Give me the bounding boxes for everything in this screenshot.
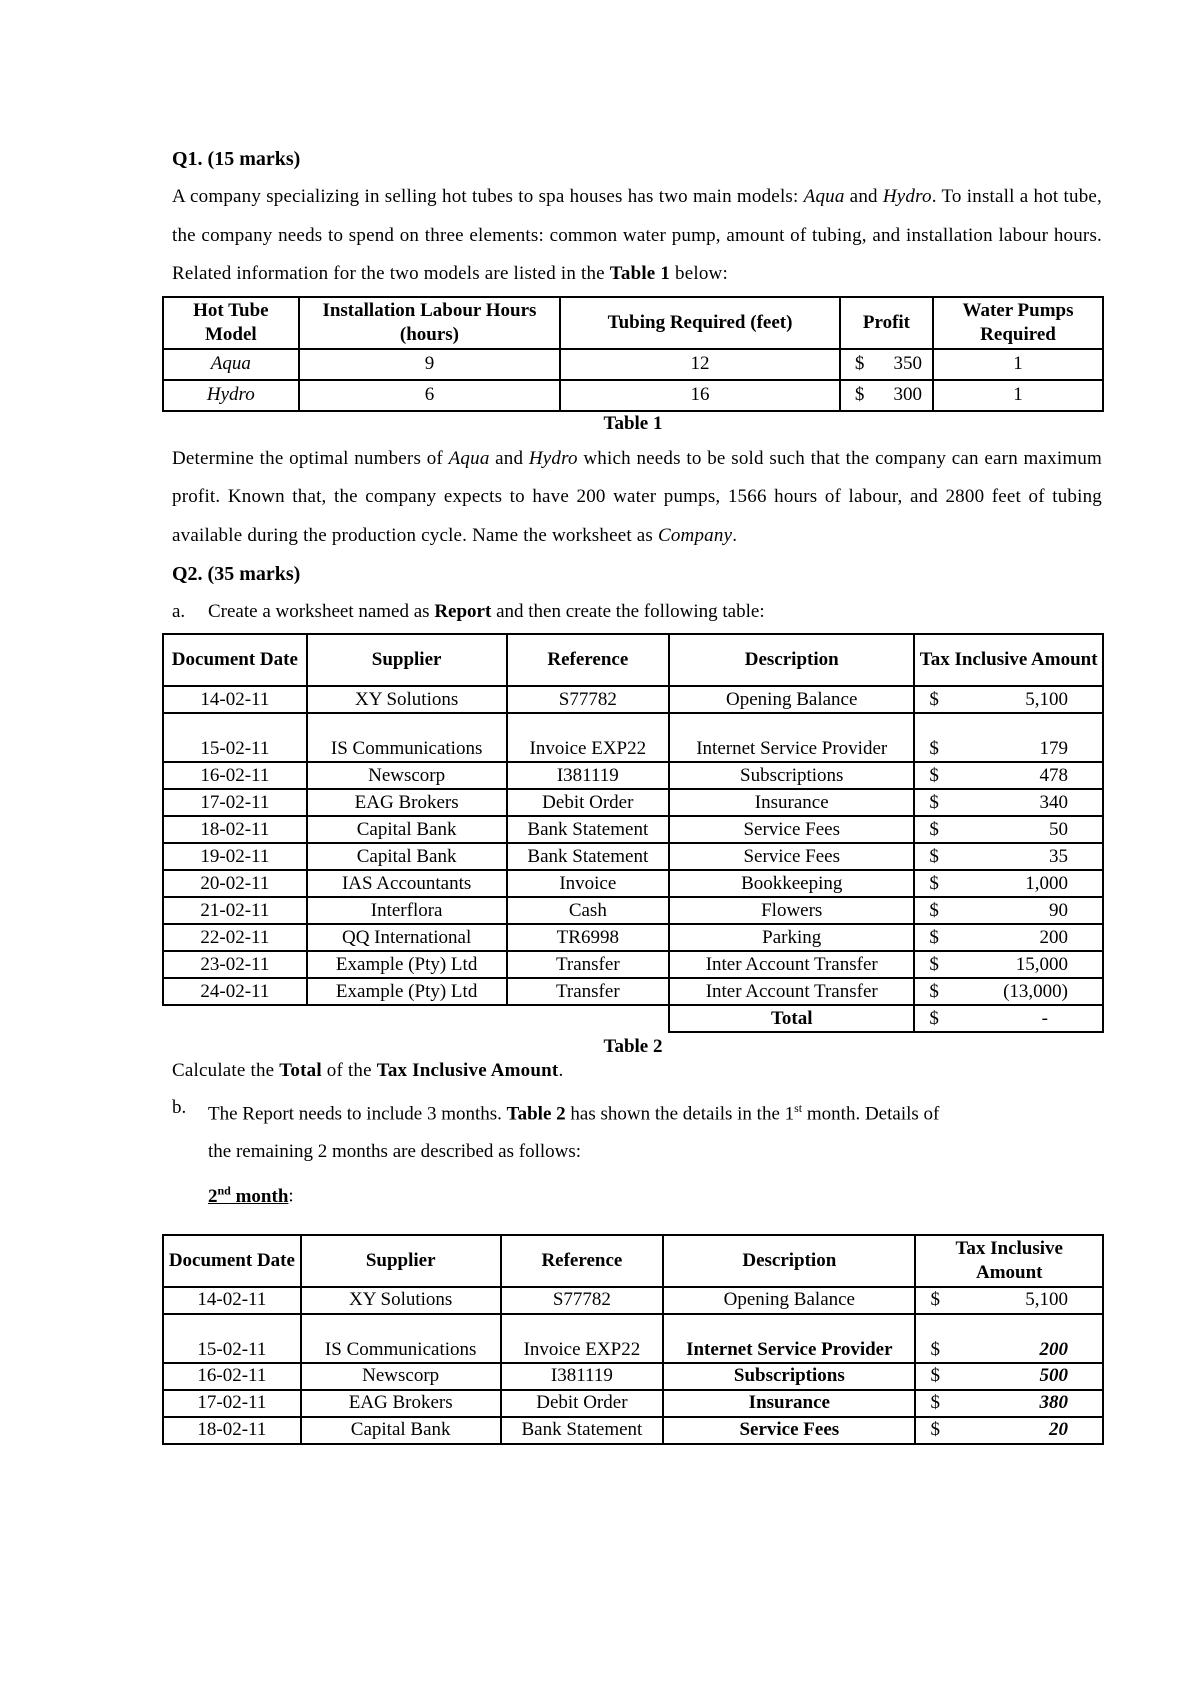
currency-symbol: $ — [930, 1419, 940, 1441]
cell-labour: 9 — [299, 349, 561, 380]
table-3-body — [163, 1287, 1103, 1444]
cell-description: Service Fees — [663, 1417, 915, 1444]
q1-task-company: Company — [657, 524, 733, 546]
table-row — [163, 951, 1103, 978]
month-2-label — [208, 1183, 289, 1207]
cell-supplier: IAS Accountants — [307, 870, 507, 897]
cell-amount — [915, 1390, 1103, 1417]
table-1-header: Tubing Required (feet) — [560, 297, 840, 349]
table-1-header: Hot Tube Model — [163, 297, 299, 349]
cell-pumps: 1 — [933, 349, 1103, 380]
table-2-header: Tax Inclusive Amount — [914, 634, 1103, 686]
cell-date: 18-02-11 — [163, 1417, 301, 1444]
cell-amount — [915, 1287, 1103, 1314]
cell-reference: Invoice EXP22 — [507, 713, 670, 762]
table-2-header-row — [163, 634, 1103, 686]
cell-supplier: Interflora — [307, 897, 507, 924]
cell-supplier: XY Solutions — [301, 1287, 501, 1314]
table-row — [163, 870, 1103, 897]
cell-date: 22-02-11 — [163, 924, 307, 951]
amount-value: 340 — [1039, 791, 1068, 813]
q1-task-text-1: Determine the optimal numbers of — [172, 447, 449, 469]
cell-date: 18-02-11 — [163, 816, 307, 843]
q1-intro — [172, 178, 1102, 294]
cell-reference: I381119 — [507, 762, 670, 789]
table-2-header: Reference — [507, 634, 670, 686]
cell-reference: S77782 — [507, 686, 670, 713]
cell-supplier: Capital Bank — [301, 1417, 501, 1444]
cell-amount — [915, 1417, 1103, 1444]
amount-value: 15,000 — [1015, 953, 1068, 975]
list-marker: b. — [172, 1097, 187, 1118]
cell-reference: Bank Statement — [507, 816, 670, 843]
q2-part-b — [172, 1089, 1102, 1133]
document-page — [168, 140, 1102, 1445]
q2-calc-text-3: . — [558, 1060, 564, 1081]
cell-supplier: XY Solutions — [307, 686, 507, 713]
cell-reference: Bank Statement — [507, 843, 670, 870]
currency-symbol: $ — [929, 764, 939, 786]
cell-profit — [840, 380, 933, 411]
q2-calc-tax: Tax Inclusive Amount — [376, 1060, 559, 1081]
amount-value: (13,000) — [1003, 980, 1068, 1002]
q2-b-text-2: has shown the details in the 1 — [565, 1103, 795, 1125]
cell-date: 20-02-11 — [163, 870, 307, 897]
q1-table-ref: Table 1 — [609, 263, 671, 284]
q1-intro-and: and — [844, 186, 883, 207]
q2-calc — [172, 1059, 1102, 1083]
cell-amount — [914, 816, 1103, 843]
table-3-header: Description — [663, 1235, 915, 1287]
amount-value: 200 — [1039, 1338, 1068, 1360]
cell-description: Inter Account Transfer — [669, 978, 914, 1005]
amount-wrap — [919, 953, 1098, 977]
cell-description: Insurance — [669, 789, 914, 816]
q2-part-a — [172, 593, 1102, 631]
cell-date: 14-02-11 — [163, 686, 307, 713]
table-1 — [162, 296, 1104, 412]
cell-supplier: Example (Pty) Ltd — [307, 978, 507, 1005]
currency-symbol: $ — [929, 926, 939, 948]
table-2-total-row — [163, 1005, 1103, 1032]
amount-wrap — [920, 1338, 1098, 1362]
amount-wrap — [919, 845, 1098, 869]
cell-reference: Transfer — [507, 951, 670, 978]
currency-symbol: $ — [930, 1392, 940, 1414]
table-row — [163, 816, 1103, 843]
table-1-header: Installation Labour Hours (hours) — [299, 297, 561, 349]
table-row — [163, 1363, 1103, 1390]
cell-tubing: 12 — [560, 349, 840, 380]
q1-task-hydro: Hydro — [528, 447, 578, 469]
total-label: Total — [669, 1005, 914, 1032]
cell-amount — [914, 713, 1103, 762]
cell-description: Opening Balance — [669, 686, 914, 713]
currency-symbol: $ — [929, 818, 939, 840]
amount-value: 35 — [1049, 845, 1068, 867]
cell-description: Internet Service Provider — [669, 713, 914, 762]
cell-amount — [914, 978, 1103, 1005]
table-2-header: Description — [669, 634, 914, 686]
cell-description: Flowers — [669, 897, 914, 924]
month-2-word: month — [230, 1185, 289, 1207]
table-row — [163, 713, 1103, 762]
cell-reference: S77782 — [501, 1287, 664, 1314]
cell-reference: Invoice — [507, 870, 670, 897]
currency-symbol: $ — [929, 980, 939, 1002]
amount-value: 90 — [1049, 899, 1068, 921]
amount-wrap — [919, 688, 1098, 712]
amount-value: 478 — [1039, 764, 1068, 786]
amount-wrap — [920, 1364, 1098, 1388]
month-2-sup: nd — [217, 1183, 231, 1198]
amount-wrap — [920, 1288, 1098, 1312]
q1-intro-aqua: Aqua — [803, 186, 845, 207]
table-row — [163, 686, 1103, 713]
table-row — [163, 380, 1103, 411]
cell-description: Parking — [669, 924, 914, 951]
list-marker: a. — [172, 601, 186, 622]
amount-value: 1,000 — [1025, 872, 1068, 894]
table-row — [163, 978, 1103, 1005]
q1-intro-hydro: Hydro — [882, 186, 932, 207]
cell-supplier: Example (Pty) Ltd — [307, 951, 507, 978]
cell-amount — [914, 686, 1103, 713]
currency-symbol: $ — [854, 353, 865, 374]
cell-supplier: IS Communications — [307, 713, 507, 762]
amount-value: 380 — [1039, 1392, 1068, 1414]
q2-calc-text-2: of the — [321, 1060, 377, 1081]
currency-symbol: $ — [929, 872, 939, 894]
amount-wrap — [919, 899, 1098, 923]
q2-a-text-2: and then create the following table: — [491, 601, 765, 622]
currency-symbol: $ — [929, 899, 939, 921]
cell-amount — [914, 924, 1103, 951]
total-amount — [914, 1005, 1103, 1032]
cell-description: Service Fees — [669, 816, 914, 843]
currency-symbol: $ — [930, 1365, 940, 1387]
q2-part-b-text — [208, 1089, 939, 1133]
q1-intro-text-2: . To install a hot tube, the company needs to spend on three elements: common water pump, amount of tubing, and installation labour hours. Related information for the two models are listed in the — [172, 186, 1102, 284]
table-1-header: Water Pumps Required — [933, 297, 1103, 349]
cell-reference: Debit Order — [501, 1390, 664, 1417]
cell-tubing: 16 — [560, 380, 840, 411]
cell-supplier: EAG Brokers — [307, 789, 507, 816]
cell-amount — [914, 843, 1103, 870]
cell-profit — [840, 349, 933, 380]
cell-reference: Cash — [507, 897, 670, 924]
currency-symbol: $ — [929, 688, 939, 710]
table-1-header-row — [163, 297, 1103, 349]
month-2-colon: : — [288, 1185, 294, 1207]
q2-part-a-text — [208, 593, 765, 631]
table-row — [163, 789, 1103, 816]
table-3 — [162, 1234, 1104, 1445]
cell-description: Opening Balance — [663, 1287, 915, 1314]
table-2-body — [163, 686, 1103, 1005]
cell-description: Internet Service Provider — [663, 1314, 915, 1363]
cell-supplier: QQ International — [307, 924, 507, 951]
amount-wrap — [919, 980, 1098, 1004]
amount-value: 5,100 — [1025, 688, 1068, 710]
cell-amount — [914, 789, 1103, 816]
currency-symbol: $ — [929, 953, 939, 975]
table-row — [163, 762, 1103, 789]
amount-wrap — [919, 737, 1098, 761]
cell-amount — [915, 1363, 1103, 1390]
currency-symbol: $ — [854, 384, 865, 405]
q1-intro-text-3: below: — [670, 263, 728, 284]
cell-reference: I381119 — [501, 1363, 664, 1390]
table-3-header-row — [163, 1235, 1103, 1287]
cell-reference: Invoice EXP22 — [501, 1314, 664, 1363]
cell-date: 15-02-11 — [163, 713, 307, 762]
table-2-header: Supplier — [307, 634, 507, 686]
cell-date: 23-02-11 — [163, 951, 307, 978]
cell-amount — [914, 897, 1103, 924]
cell-model: Aqua — [163, 349, 299, 380]
month-2-heading — [172, 1171, 1102, 1215]
q1-intro-text-1: A company specializing in selling hot tubes to spa houses has two main models: — [172, 186, 804, 207]
q1-task-end: . — [732, 524, 738, 546]
q1-task-and: and — [489, 447, 529, 469]
currency-symbol: $ — [929, 1007, 939, 1029]
table-row — [163, 897, 1103, 924]
table-1-header: Profit — [840, 297, 933, 349]
table-3-header: Reference — [501, 1235, 664, 1287]
cell-amount — [914, 762, 1103, 789]
cell-date: 24-02-11 — [163, 978, 307, 1005]
q2-heading: Q2. (35 marks) — [172, 563, 301, 585]
currency-symbol: $ — [929, 791, 939, 813]
cell-date: 17-02-11 — [163, 1390, 301, 1417]
cell-date: 21-02-11 — [163, 897, 307, 924]
cell-supplier: Capital Bank — [307, 843, 507, 870]
total-value: - — [1041, 1007, 1048, 1029]
cell-date: 16-02-11 — [163, 762, 307, 789]
cell-supplier: Capital Bank — [307, 816, 507, 843]
table-1-caption: Table 1 — [603, 412, 663, 434]
table-row — [163, 924, 1103, 951]
profit-value: 350 — [893, 353, 923, 374]
cell-supplier: IS Communications — [301, 1314, 501, 1363]
table-2-caption: Table 2 — [603, 1036, 663, 1057]
amount-wrap — [919, 764, 1098, 788]
cell-date: 19-02-11 — [163, 843, 307, 870]
cell-description: Service Fees — [669, 843, 914, 870]
amount-wrap — [919, 791, 1098, 815]
cell-description: Bookkeeping — [669, 870, 914, 897]
cell-amount — [914, 951, 1103, 978]
q1-heading: Q1. (15 marks) — [172, 148, 301, 170]
table-row — [163, 1417, 1103, 1444]
empty-cell — [163, 1005, 307, 1032]
cell-pumps: 1 — [933, 380, 1103, 411]
q2-part-b-continued: the remaining 2 months are described as follows: — [208, 1141, 582, 1163]
table-row — [163, 349, 1103, 380]
q2-a-text-1: Create a worksheet named as — [208, 601, 435, 622]
cell-supplier: Newscorp — [307, 762, 507, 789]
table-3-header: Supplier — [301, 1235, 501, 1287]
table-2 — [162, 633, 1104, 1033]
q2-calc-total: Total — [279, 1060, 322, 1081]
amount-wrap — [919, 926, 1098, 950]
amount-value: 500 — [1039, 1365, 1068, 1387]
q1-task — [172, 440, 1102, 556]
q2-calc-text-1: Calculate the — [172, 1060, 280, 1081]
currency-symbol: $ — [930, 1289, 940, 1311]
table-row — [163, 1287, 1103, 1314]
cell-description: Inter Account Transfer — [669, 951, 914, 978]
cell-date: 17-02-11 — [163, 789, 307, 816]
table-row — [163, 843, 1103, 870]
cell-reference: TR6998 — [507, 924, 670, 951]
cell-amount — [915, 1314, 1103, 1363]
cell-date: 16-02-11 — [163, 1363, 301, 1390]
cell-reference: Debit Order — [507, 789, 670, 816]
cell-supplier: Newscorp — [301, 1363, 501, 1390]
cell-amount — [914, 870, 1103, 897]
amount-wrap — [919, 818, 1098, 842]
currency-symbol: $ — [929, 738, 939, 759]
q1-task-text-2: which needs to be sold such that the company can earn maximum profit. Known that, the company expects to have 200 water pumps, 1566 hours of labour, and 2800 feet of tubing available during the production cycle. Name the worksheet as — [172, 447, 1102, 546]
cell-supplier: EAG Brokers — [301, 1390, 501, 1417]
amount-wrap — [919, 872, 1098, 896]
amount-value: 200 — [1039, 926, 1068, 948]
q2-b-text-1: The Report needs to include 3 months. — [208, 1103, 507, 1125]
cell-description: Subscriptions — [669, 762, 914, 789]
cell-description: Subscriptions — [663, 1363, 915, 1390]
cell-labour: 6 — [299, 380, 561, 411]
q2-b-table: Table 2 — [506, 1103, 566, 1125]
q2-a-report: Report — [434, 601, 492, 622]
table-row — [163, 1390, 1103, 1417]
amount-value: 20 — [1049, 1419, 1068, 1441]
cell-reference: Transfer — [507, 978, 670, 1005]
q1-task-aqua: Aqua — [448, 447, 490, 469]
month-2-num: 2 — [208, 1185, 218, 1207]
amount-wrap — [920, 1391, 1098, 1415]
table-row — [163, 1314, 1103, 1363]
cell-description: Insurance — [663, 1390, 915, 1417]
currency-symbol: $ — [929, 845, 939, 867]
table-3-header: Tax Inclusive Amount — [915, 1235, 1103, 1287]
cell-reference: Bank Statement — [501, 1417, 664, 1444]
table-3-header: Document Date — [163, 1235, 301, 1287]
cell-date: 15-02-11 — [163, 1314, 301, 1363]
cell-model: Hydro — [163, 380, 299, 411]
empty-cell — [307, 1005, 507, 1032]
q2-b-sup: st — [794, 1101, 803, 1115]
amount-value: 5,100 — [1025, 1289, 1068, 1311]
profit-value: 300 — [893, 384, 923, 405]
q2-b-text-3: month. Details of — [802, 1103, 940, 1125]
currency-symbol: $ — [930, 1338, 940, 1360]
empty-cell — [507, 1005, 670, 1032]
table-2-header: Document Date — [163, 634, 307, 686]
amount-value: 50 — [1049, 818, 1068, 840]
amount-value: 179 — [1039, 738, 1068, 759]
cell-date: 14-02-11 — [163, 1287, 301, 1314]
amount-wrap — [920, 1418, 1098, 1442]
